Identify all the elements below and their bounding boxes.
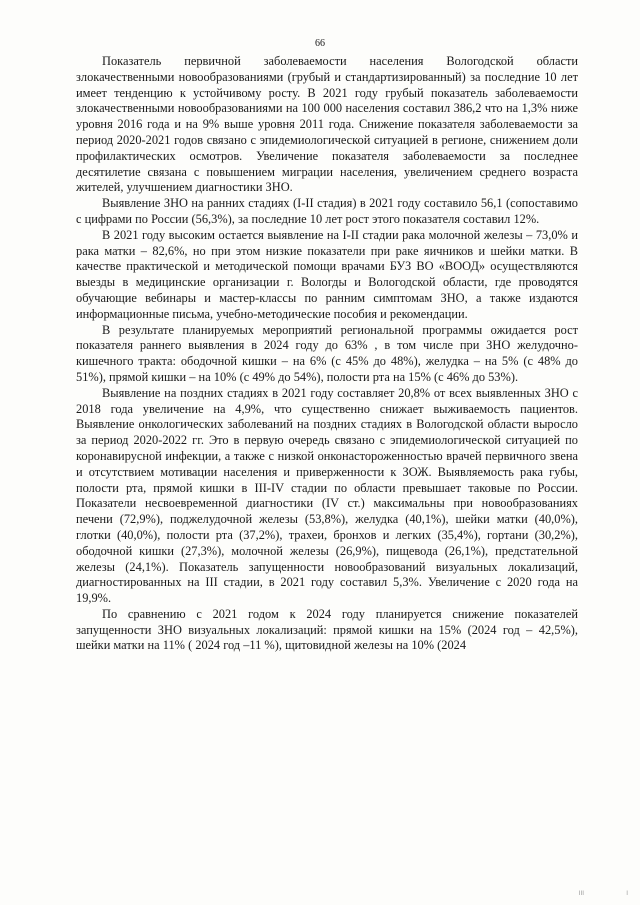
- footer-scan-mark-left: III: [578, 890, 584, 897]
- paragraph-incidence: Показатель первичной заболеваемости населения Вологодской области злокачественными новообразованиями (грубый и стандартизированный) за последние 10 лет имеет тенденцию к устойчивому росту. В 2021 году грубый показатель заболеваемости злокачественными новообразованиями на 100 000 населения составил 386,2 что на 1,3% ниже уровня 2016 года и на 9% выше уровня 2011 года. Снижение показателя заболеваемости за период 2020-2021 годов связано с эпидемиологической ситуацией в регионе, снижением доли профилактических осмотров. Увеличение показателя заболеваемости за последнее десятилетие связана с повышением миграции населения, увеличением среднего возраста жителей, улучшением диагностики ЗНО.: [76, 54, 578, 195]
- paragraph-late-stages: Выявление на поздних стадиях в 2021 году составляет 20,8% от всех выявленных ЗНО с 2018 года увеличение на 4,9%, что существенно снижает выживаемость пациентов. Выявление онкологических заболеваний на поздних стадиях в Вологодской области выросло за период 2020-2022 гг. Это в первую очередь связано с эпидемиологической ситуацией по коронавирусной инфекции, а также с низкой онконастороженностью врачей первичного звена и отсутствием мотивации населения и приверженности к ЗОЖ. Выявляемость рака губы, полости рта, прямой кишки в III-IV стадии по области превышает таковые по России. Показатели несвоевременной диагностики (IV ст.) максимальны при новообразованиях печени (72,9%), поджелудочной железы (53,8%), желудка (40,1%), шейки матки (40,0%), глотки (40,0%), полости рта (37,2%), трахеи, бронхов и легких (35,4%), гортани (30,2%), ободочной кишки (27,3%), молочной железы (26,9%), пищевода (26,1%), предстательной железы (24,1%). Показатель запущенности новообразований визуальных локализаций, диагностированных на III стадии, в 2021 году составил 5,3%. Увеличение с 2020 года на 19,9%.: [76, 385, 578, 606]
- footer-scan-mark-right: I: [626, 890, 628, 897]
- body-text: [76, 54, 578, 654]
- paragraph-comparison: По сравнению с 2021 годом к 2024 году планируется снижение показателей запущенности ЗНО визуальных локализаций: прямой кишки на 15% (2024 год – 42,5%), шейки матки на 11% ( 2024 год –11 %), щитовидной железы на 10% (2024: [76, 606, 578, 653]
- paragraph-early-detection: Выявление ЗНО на ранних стадиях (I-II стадия) в 2021 году составило 56,1 (сопоставимо с цифрами по России (56,3%), за последние 10 лет рост этого показателя составил 12%.: [76, 196, 578, 226]
- paragraph-planned-results: В результате планируемых мероприятий региональной программы ожидается рост показателя раннего выявления в 2024 году до 63% , в том числе при ЗНО желудочно-кишечного тракта: ободочной кишки – на 6% (с 45% до 48%), желудка – на 5% (с 48% до 51%), прямой кишки – на 10% (с 49% до 54%), полости рта на 15% (с 46% до 53%).: [76, 322, 578, 384]
- page-number: 66: [315, 38, 325, 49]
- paragraph-breast-uterus: В 2021 году высоким остается выявление на I-II стадии рака молочной железы – 73,0% и рака матки – 82,6%, но при этом низкие показатели при раке яичников и шейки матки. В качестве практической и методической помощи врачами БУЗ ВО «ВООД» осуществляются выезды в медицинские организации г. Вологды и Вологодской области, где проводятся обучающие вебинары и мастер-классы по ранним симптомам ЗНО, а также издаются информационные письма, учебно-методические пособия и рекомендации.: [76, 227, 578, 321]
